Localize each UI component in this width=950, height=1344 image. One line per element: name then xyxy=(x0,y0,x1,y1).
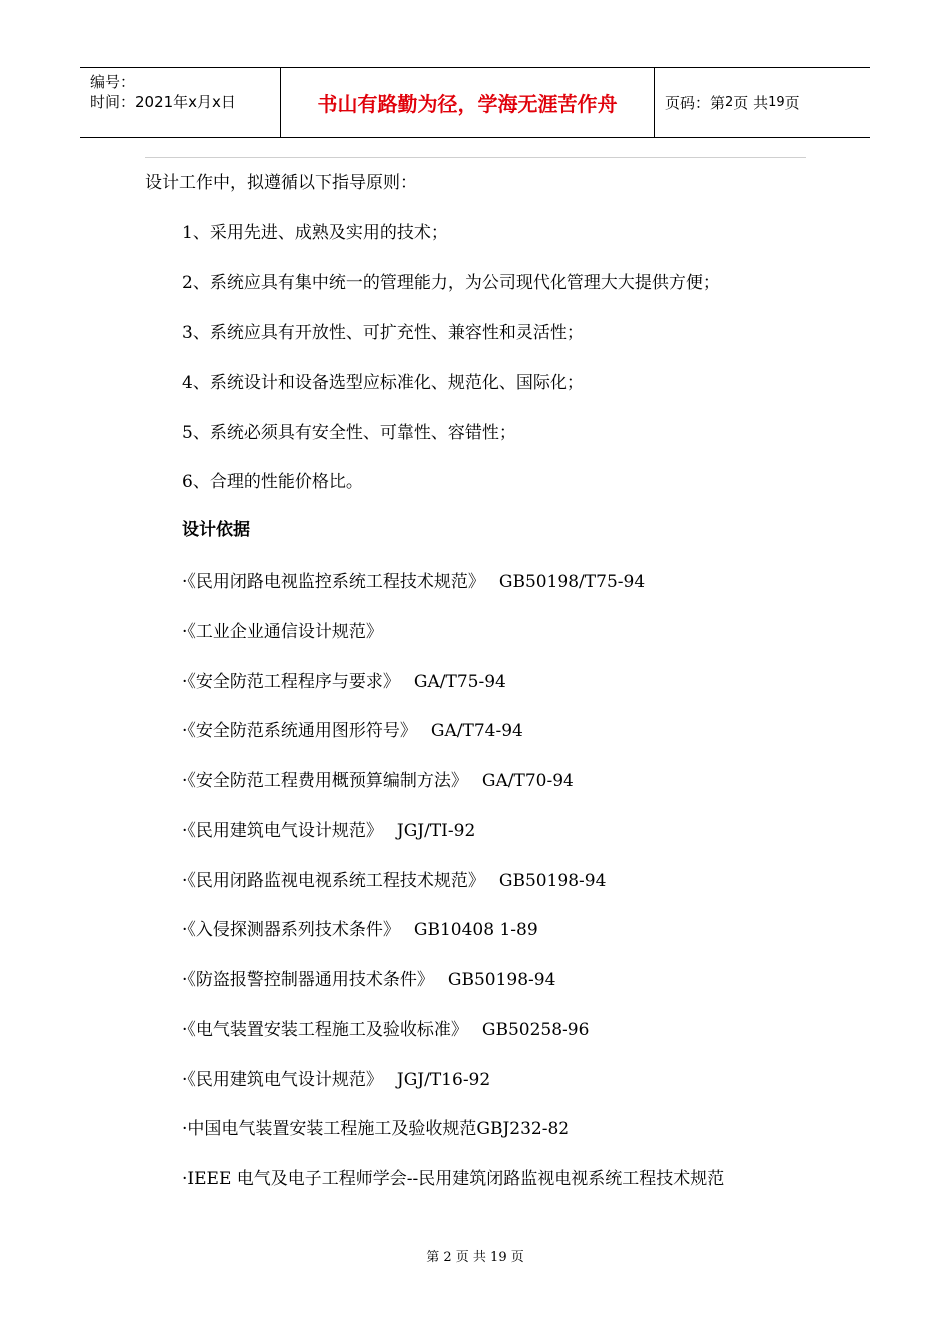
header-page-info xyxy=(655,68,870,137)
reference-code: GA/T74-94 xyxy=(430,721,523,741)
reference-title: ·《安全防范系统通用图形符号》 xyxy=(182,721,417,741)
reference-item xyxy=(182,716,523,741)
header-motto: 书山有路勤为径，学海无涯苦作舟 xyxy=(281,68,655,137)
reference-item xyxy=(182,567,645,592)
page-mid: 页 共 xyxy=(733,94,769,112)
serial-label: 编号： xyxy=(90,73,136,91)
section-heading: 设计依据 xyxy=(182,520,250,540)
reference-title: ·《民用建筑电气设计规范》 xyxy=(182,821,383,841)
reference-item xyxy=(182,617,397,642)
reference-code: GB50198-94 xyxy=(447,970,556,990)
page-header xyxy=(80,67,870,138)
reference-code: GB50198/T75-94 xyxy=(498,572,646,592)
reference-item xyxy=(182,1065,490,1090)
reference-item xyxy=(182,816,475,841)
page-footer: 第 2 页 共 19 页 xyxy=(426,1250,524,1265)
reference-code: GB50258-96 xyxy=(481,1020,590,1040)
principle-item: 5、系统必须具有安全性、可靠性、容错性； xyxy=(182,423,516,443)
reference-code: GA/T70-94 xyxy=(481,771,574,791)
time-label: 时间：2021年x月x日 xyxy=(90,93,236,111)
reference-code: GA/T75-94 xyxy=(413,672,506,692)
reference-title: ·《民用闭路监视电视系统工程技术规范》 xyxy=(182,871,485,891)
page-prefix: 页码：第 xyxy=(665,94,726,112)
reference-item xyxy=(182,766,574,791)
principle-item: 6、合理的性能价格比。 xyxy=(182,472,363,492)
page-total: 19 xyxy=(768,95,785,110)
reference-title: ·《电气装置安装工程施工及验收标准》 xyxy=(182,1020,468,1040)
reference-item xyxy=(182,1015,589,1040)
reference-code: GB50198-94 xyxy=(498,871,607,891)
reference-title: ·《入侵探测器系列技术条件》 xyxy=(182,920,400,940)
reference-item xyxy=(182,915,538,940)
principle-item: 3、系统应具有开放性、可扩充性、兼容性和灵活性； xyxy=(182,323,584,343)
header-meta xyxy=(80,68,281,137)
reference-item xyxy=(182,667,506,692)
principle-item: 2、系统应具有集中统一的管理能力，为公司现代化管理大大提供方便； xyxy=(182,273,720,293)
reference-item xyxy=(182,866,606,891)
page-suffix: 页 xyxy=(784,94,800,112)
reference-code: JGJ/T16-92 xyxy=(396,1070,491,1090)
reference-title: ·《安全防范工程费用概预算编制方法》 xyxy=(182,771,468,791)
reference-code: JGJ/TI-92 xyxy=(396,821,476,841)
reference-item xyxy=(182,1114,583,1139)
page-number: 2 xyxy=(725,95,734,110)
reference-item xyxy=(182,1164,738,1189)
reference-title: ·中国电气装置安装工程施工及验收规范GBJ232-82 xyxy=(182,1119,570,1139)
reference-item xyxy=(182,965,555,990)
reference-title: ·《工业企业通信设计规范》 xyxy=(182,622,383,642)
reference-title: ·《民用建筑电气设计规范》 xyxy=(182,1070,383,1090)
header-divider xyxy=(145,157,806,158)
principle-item: 1、采用先进、成熟及实用的技术； xyxy=(182,223,448,243)
reference-code: GB10408 1-89 xyxy=(413,920,538,940)
reference-title: ·《民用闭路电视监控系统工程技术规范》 xyxy=(182,572,485,592)
intro-paragraph: 设计工作中，拟遵循以下指导原则： xyxy=(145,173,417,193)
reference-title: ·IEEE 电气及电子工程师学会--民用建筑闭路监视电视系统工程技术规范 xyxy=(182,1169,725,1189)
principle-item: 4、系统设计和设备选型应标准化、规范化、国际化； xyxy=(182,373,584,393)
reference-title: ·《防盗报警控制器通用技术条件》 xyxy=(182,970,434,990)
reference-title: ·《安全防范工程程序与要求》 xyxy=(182,672,400,692)
